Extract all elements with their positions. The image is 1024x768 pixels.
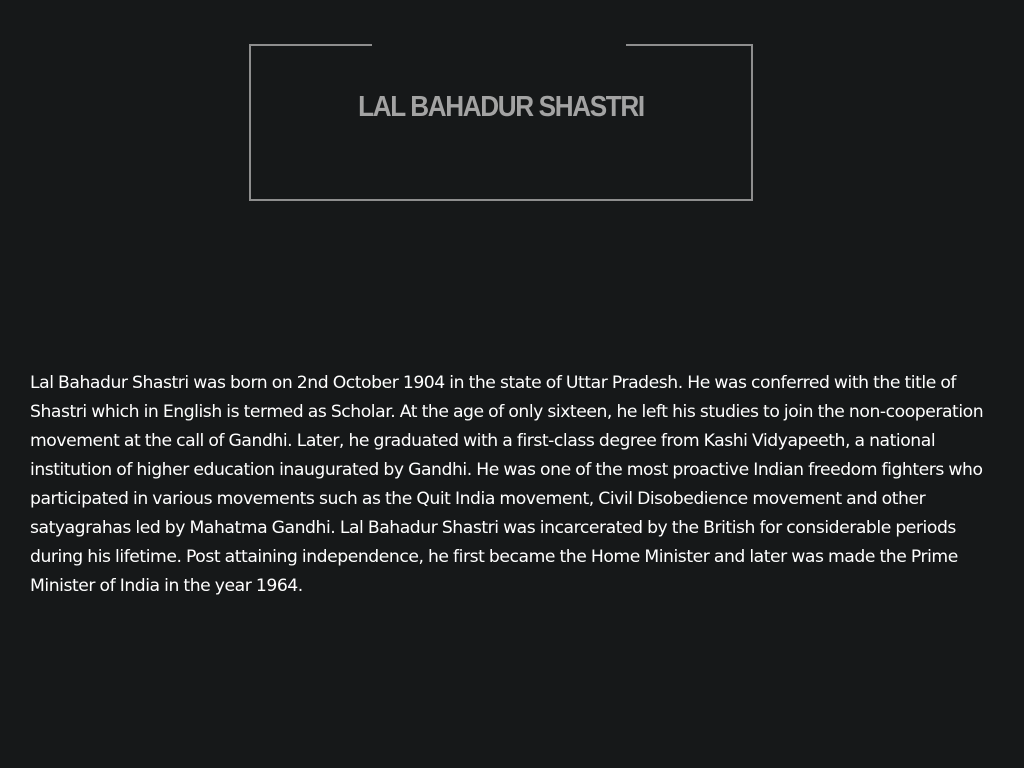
title-frame-top-right-segment xyxy=(626,44,751,46)
slide-title: LAL BAHADUR SHASTRI xyxy=(358,91,644,123)
body-paragraph: Lal Bahadur Shastri was born on 2nd October 1904 in the state of Uttar Pradesh. He was conferred with the title of Shastri which in English is termed as Scholar. At the age of only sixteen, he left his studies to join the non-cooperation movement at the call of Gandhi. Later, he graduated with a first-class degree from Kashi Vidyapeeth, a national institution of higher education inaugurated by Gandhi. He was one of the most proactive Indian freedom fighters who participated in various movements such as the Quit India movement, Civil Disobedience movement and other satyagrahas led by Mahatma Gandhi. Lal Bahadur Shastri was incarcerated by the British for considerable periods during his lifetime. Post attaining independence, he first became the Home Minister and later was made the Prime Minister of India in the year 1964. xyxy=(30,373,984,596)
title-frame-top-left-segment xyxy=(249,44,372,46)
